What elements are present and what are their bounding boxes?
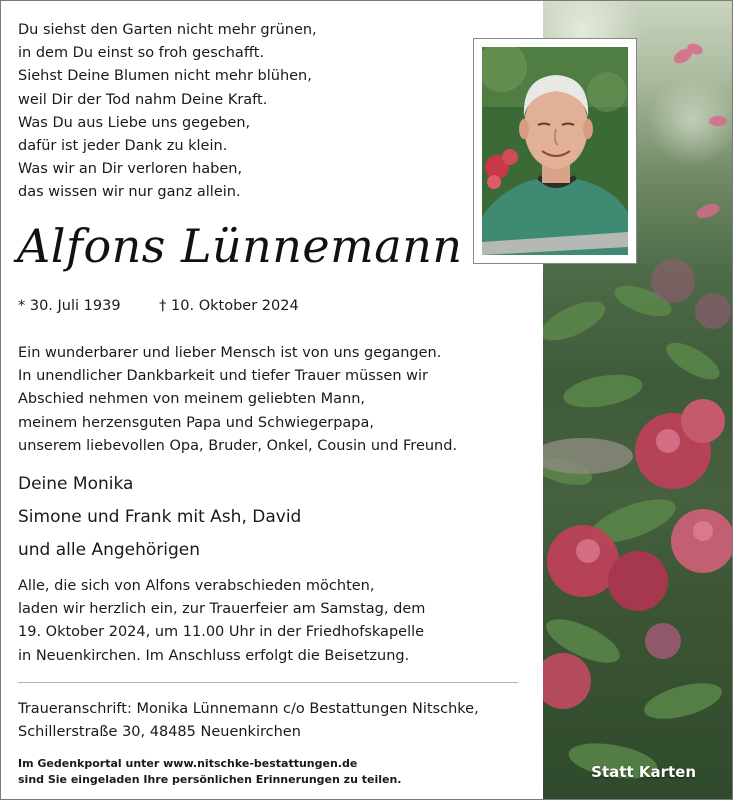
- portal-line: Im Gedenkportal unter www.nitschke-bestattungen.de: [18, 757, 358, 770]
- portrait-image: [482, 47, 628, 255]
- death-date: † 10. Oktober 2024: [159, 298, 299, 314]
- funeral-line: in Neuenkirchen. Im Anschluss erfolgt die Beisetzung.: [18, 647, 410, 664]
- memorial-portal-note: [18, 756, 401, 788]
- birth-date: * 30. Juli 1939: [18, 298, 121, 314]
- funeral-line: 19. Oktober 2024, um 11.00 Uhr in der Friedhofskapelle: [18, 624, 425, 641]
- poem-line: weil Dir der Tod nahm Deine Kraft.: [18, 91, 268, 108]
- mourner-line: Deine Monika: [18, 474, 134, 494]
- announcement-line: unserem liebevollen Opa, Bruder, Onkel, Cousin und Freund.: [18, 437, 458, 454]
- text-column: [1, 1, 543, 799]
- portrait-photo: [473, 38, 637, 264]
- poem: [18, 19, 317, 205]
- poem-line: Was Du aus Liebe uns gegeben,: [18, 114, 251, 131]
- address-line: Traueranschrift: Monika Lünnemann c/o Bestattungen Nitschke,: [18, 701, 479, 717]
- portrait-illustration: [482, 47, 628, 255]
- mourner-line: Simone und Frank mit Ash, David: [18, 507, 302, 527]
- poem-line: Siehst Deine Blumen nicht mehr blühen,: [18, 68, 312, 85]
- mourning-address: [18, 698, 479, 744]
- announcement-line: Ein wunderbarer und lieber Mensch ist von uns gegangen.: [18, 345, 442, 361]
- poem-line: Was wir an Dir verloren haben,: [18, 161, 243, 178]
- funeral-line: laden wir herzlich ein, zur Trauerfeier am Samstag, dem: [18, 601, 426, 618]
- announcement-line: Abschied nehmen von meinem geliebten Mann,: [18, 391, 366, 408]
- poem-line: Du siehst den Garten nicht mehr grünen,: [18, 22, 317, 38]
- mourners-signature: [18, 468, 301, 567]
- poem-line: das wissen wir nur ganz allein.: [18, 184, 241, 201]
- announcement-line: meinem herzensguten Papa und Schwiegerpapa,: [18, 414, 374, 431]
- poem-line: in dem Du einst so froh geschafft.: [18, 45, 265, 62]
- address-line: Schillerstraße 30, 48485 Neuenkirchen: [18, 724, 301, 741]
- deceased-name: Alfons Lünnemann: [17, 219, 463, 273]
- funeral-info: [18, 575, 425, 668]
- divider: [18, 682, 518, 683]
- statt-karten-label: Statt Karten: [591, 763, 696, 781]
- poem-line: dafür ist jeder Dank zu klein.: [18, 138, 228, 155]
- life-dates: [18, 298, 299, 314]
- mourner-line: und alle Angehörigen: [18, 540, 201, 560]
- announcement-text: [18, 342, 457, 458]
- portal-line: sind Sie eingeladen Ihre persönlichen Erinnerungen zu teilen.: [18, 773, 402, 786]
- funeral-line: Alle, die sich von Alfons verabschieden möchten,: [18, 578, 375, 594]
- announcement-line: In unendlicher Dankbarkeit und tiefer Trauer müssen wir: [18, 368, 428, 385]
